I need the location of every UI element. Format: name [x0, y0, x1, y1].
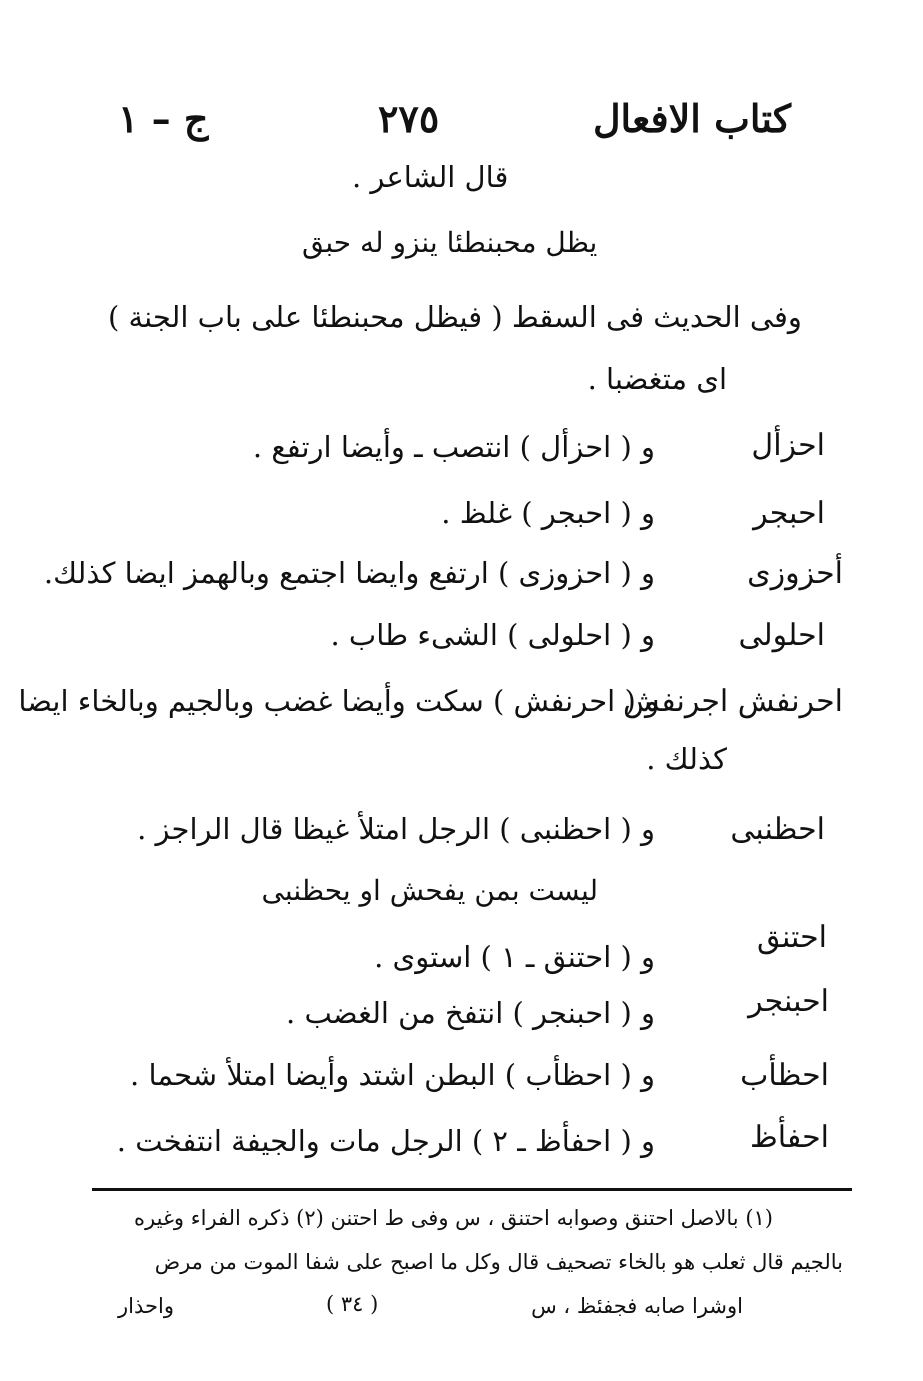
entry-definition: و ( احبنجر ) انتفخ من الغضب .: [286, 996, 655, 1030]
poet-line: قال الشاعر .: [352, 160, 509, 194]
footnote-line: (١) بالاصل احتنق وصوابه احتنق ، س وفى ط احتنن (٢) ذكره الفراء وغيره: [134, 1206, 773, 1230]
entry-head-word: احظنبى: [730, 812, 825, 847]
entry-definition: و ( احزأل ) انتصب ـ وأيضا ارتفع .: [252, 430, 655, 464]
entry-verse: ليست بمن يفحش او يحظنبى: [261, 874, 598, 907]
entry-head-word: احلولى: [738, 618, 825, 653]
footnote-divider: [92, 1188, 852, 1191]
intro-verse: يظل محبنطئا ينزو له حبق: [302, 226, 598, 259]
entry-head-word: احبنجر: [748, 984, 829, 1019]
footnote-line: واحذار: [118, 1294, 174, 1318]
entry-head-word: احبجر: [753, 496, 825, 531]
volume-label: ج – ١: [118, 96, 209, 141]
entry-head-word: احرنفش اجرنفش: [623, 684, 843, 719]
entry-head-word: احزأل: [751, 428, 825, 463]
entry-definition: و ( احفأظ ـ ٢ ) الرجل مات والجيفة انتفخت .: [116, 1124, 655, 1158]
entry-definition: و ( احرنفش ) سكت وأيضا غضب وبالجيم وبالخاء ايضا: [18, 684, 659, 718]
hadith-line: وفى الحديث فى السقط ( فيظل محبنطئا على باب الجنة ): [108, 300, 802, 334]
entry-head-word: احتنق: [756, 920, 827, 955]
entry-definition: و ( احزوزى ) ارتفع وايضا اجتمع وبالهمز ايضا كذلك.: [43, 556, 655, 590]
footnote-line: بالجيم قال ثعلب هو بالخاء تصحيف قال وكل ما اصبح على شفا الموت من مرض: [154, 1250, 843, 1274]
entry-definition: و ( احظأب ) البطن اشتد وأيضا امتلأ شحما .: [130, 1058, 655, 1092]
entry-definition: و ( احتنق ـ ١ ) استوى .: [374, 940, 655, 974]
entry-definition: و ( احلولى ) الشىء طاب .: [330, 618, 655, 652]
entry-head-word: احفأظ: [750, 1120, 829, 1155]
entry-definition: و ( احبجر ) غلظ .: [441, 496, 655, 530]
entry-continuation: كذلك .: [646, 742, 727, 776]
entry-head-word: أحزوزى: [747, 556, 843, 591]
signature-mark: ( ٣٤ ): [326, 1292, 379, 1316]
footnote-line: اوشرا صابه فجفئظ ، س: [531, 1294, 743, 1318]
book-title: كتاب الافعال: [592, 96, 791, 141]
entry-head-word: احظأب: [740, 1058, 829, 1093]
page-number: ٢٧٥: [378, 96, 440, 141]
entry-definition: و ( احظنبى ) الرجل امتلأ غيظا قال الراجز .: [137, 812, 655, 846]
meaning-line: اى متغضبا .: [587, 362, 727, 396]
